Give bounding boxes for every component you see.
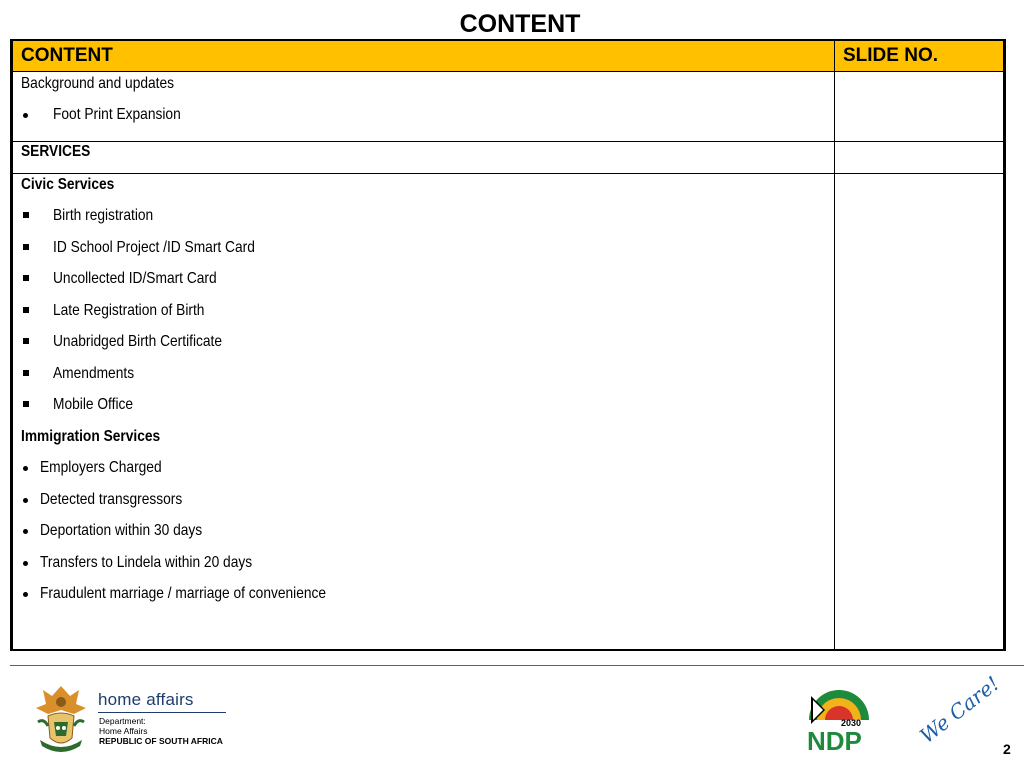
dept-line: Home Affairs xyxy=(99,726,148,736)
ndp-text: NDP xyxy=(807,726,862,752)
bullet-icon xyxy=(23,561,28,566)
ndp-logo-icon xyxy=(803,686,875,752)
slide-title: CONTENT xyxy=(459,10,581,38)
square-bullet-icon xyxy=(23,338,29,344)
table-header xyxy=(13,41,1003,72)
bullet-icon xyxy=(23,592,28,597)
slogan: We Care! xyxy=(915,671,1004,748)
square-bullet-icon xyxy=(23,307,29,313)
civic-services-heading: Civic Services xyxy=(21,176,115,193)
ndp-year: 2030 xyxy=(841,718,862,728)
square-bullet-icon xyxy=(23,212,29,218)
square-bullet-icon xyxy=(23,401,29,407)
column-divider xyxy=(834,41,835,649)
row-divider xyxy=(13,141,1003,142)
page-number: 2 xyxy=(1003,741,1011,757)
row-divider xyxy=(13,173,1003,174)
square-bullet-icon xyxy=(23,275,29,281)
bullet-icon xyxy=(23,529,28,534)
dept-logo-text: home affairs xyxy=(98,690,194,709)
services-heading: SERVICES xyxy=(21,143,91,160)
header-content: CONTENT xyxy=(21,45,113,66)
bullet-icon xyxy=(23,498,28,503)
contents-table: CONTENT SLIDE NO. Background and updates Foot Print Expansion SERVICES Civic Services Birth registration ID School Project /ID Smart Card Uncollected ID/Smart Card Late Registration of Birth Unabridged Birth Certificate Amendments Mobile Office Immigration Services Employers Charged Detected transgressors Deportation within 30 days Transfers to Lindela within 20 days Fraudulent marriage / marriage of convenience xyxy=(10,39,1006,651)
dept-line-country: REPUBLIC OF SOUTH AFRICA xyxy=(99,736,223,746)
coat-of-arms-icon xyxy=(34,682,88,756)
bullet-icon xyxy=(23,466,28,471)
background-heading: Background and updates xyxy=(21,75,175,92)
header-slide-no: SLIDE NO. xyxy=(843,45,939,66)
bullet-icon xyxy=(23,113,28,118)
footer-divider xyxy=(10,665,1024,666)
logo-rule xyxy=(98,712,226,713)
square-bullet-icon xyxy=(23,244,29,250)
square-bullet-icon xyxy=(23,370,29,376)
dept-line: Department: xyxy=(99,716,146,726)
immigration-services-heading: Immigration Services xyxy=(21,428,161,445)
